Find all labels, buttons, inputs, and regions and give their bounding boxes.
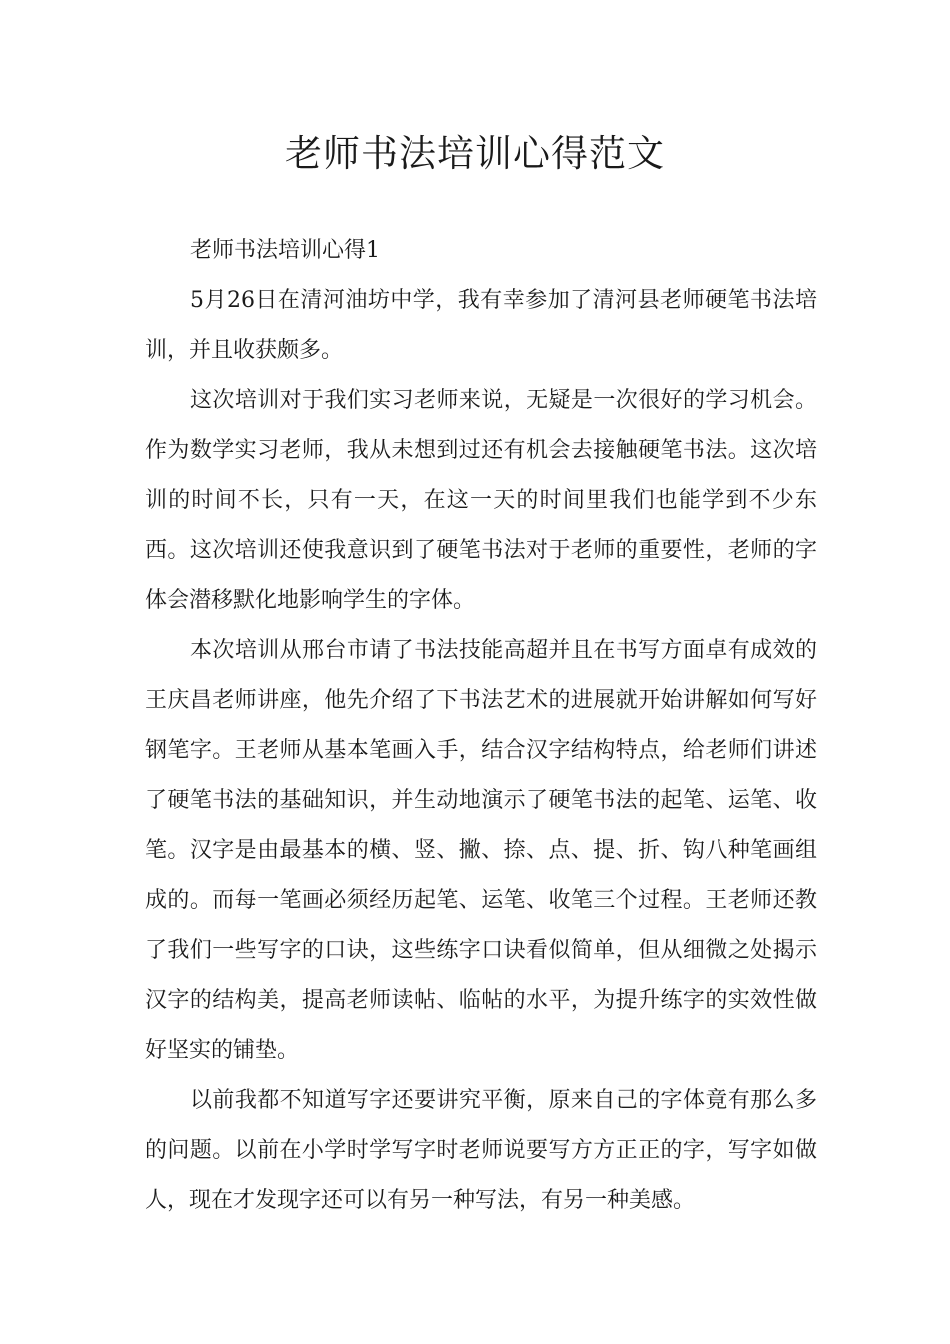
- document-title: 老师书法培训心得范文: [285, 132, 665, 175]
- section-heading: 老师书法培训心得1: [190, 238, 380, 263]
- paragraph: 5月26日在清河油坊中学，我有幸参加了清河县老师硬笔书法培训，并且收获颇多。: [145, 288, 817, 363]
- document-body: [145, 226, 817, 1226]
- paragraph: 本次培训从邢台市请了书法技能高超并且在书写方面卓有成效的王庆昌老师讲座，他先介绍了下书法艺术的进展就开始讲解如何写好钢笔字。王老师从基本笔画入手，结合汉字结构特点，给老师们讲述了硬笔书法的基础知识，并生动地演示了硬笔书法的起笔、运笔、收笔。汉字是由最基本的横、竖、撇、捺、点、提、折、钩八种笔画组成的。而每一笔画必须经历起笔、运笔、收笔三个过程。王老师还教了我们一些写字的口诀，这些练字口诀看似简单，但从细微之处揭示汉字的结构美，提高老师读帖、临帖的水平，为提升练字的实效性做好坚实的铺垫。: [145, 638, 817, 1063]
- paragraph: 这次培训对于我们实习老师来说，无疑是一次很好的学习机会。作为数学实习老师，我从未想到过还有机会去接触硬笔书法。这次培训的时间不长，只有一天，在这一天的时间里我们也能学到不少东西。这次培训还使我意识到了硬笔书法对于老师的重要性，老师的字体会潜移默化地影响学生的字体。: [145, 388, 817, 613]
- paragraph: 以前我都不知道写字还要讲究平衡，原来自己的字体竟有那么多的问题。以前在小学时学写字时老师说要写方方正正的字，写字如做人，现在才发现字还可以有另一种写法，有另一种美感。: [145, 1088, 817, 1213]
